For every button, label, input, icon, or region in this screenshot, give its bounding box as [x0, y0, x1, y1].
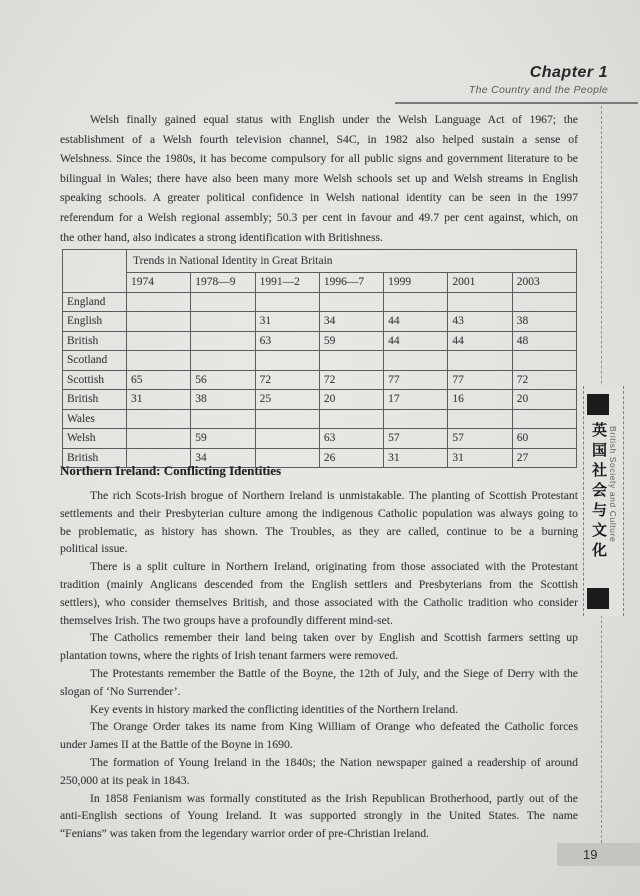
- table-cell: [127, 331, 191, 351]
- text-line: The Orange Order takes its name from King William of Orange who defeated the Catholic forces: [90, 720, 578, 734]
- year-header: 1996—7: [319, 273, 383, 293]
- tab-square-top-icon: [587, 394, 609, 415]
- year-header: 2003: [512, 273, 576, 293]
- text-line: slogan of ‘No Surrender’.: [60, 684, 181, 698]
- text-line: Key events in history marked the conflicting identities of the Northern Ireland.: [90, 702, 459, 716]
- table-cell: 25: [255, 390, 319, 410]
- table-cell: [127, 429, 191, 449]
- table-cell: 20: [512, 390, 576, 410]
- table-cell: 31: [127, 390, 191, 410]
- text-line: In 1858 Fenianism was formally constituted as the Irish Republican Brotherhood, partly out of the: [90, 791, 578, 805]
- row-label: British: [63, 390, 127, 410]
- table-cell: 38: [191, 390, 255, 410]
- table-cell: [384, 292, 448, 312]
- text-line: establishment of a Welsh fourth television channel, S4C, in 1982 also helped sustain a sense of: [60, 132, 578, 146]
- table-cell: 38: [512, 312, 576, 332]
- text-line: settlers), who consider themselves British, and those associated with the Catholic tradition who consider: [60, 595, 578, 609]
- row-label: England: [63, 292, 127, 312]
- text-line: settlements and their Presbyterian culture among the indigenous Catholic population was always going to: [60, 506, 578, 520]
- text-line: Welsh finally gained equal status with English under the Welsh Language Act of 1967; the: [90, 113, 578, 126]
- table-body: [63, 292, 577, 468]
- text-line: The Catholics remember their land being taken over by English and Scottish farmers setting up: [90, 631, 578, 645]
- table-cell: 72: [319, 370, 383, 390]
- table-head: [63, 250, 577, 293]
- table-cell: 20: [319, 390, 383, 410]
- table-cell: [448, 409, 512, 429]
- table-cell: [191, 409, 255, 429]
- text-line: be problematic, as history has shown. The Troubles, as they are called, continue to be a burning: [60, 524, 578, 538]
- table-cell: 57: [384, 429, 448, 449]
- year-header: 2001: [448, 273, 512, 293]
- section-paragraph: [60, 629, 578, 665]
- table-row: [63, 370, 577, 390]
- section-paragraph: [60, 718, 578, 754]
- section-paragraph: [60, 487, 578, 558]
- page-number-bar: [557, 843, 640, 866]
- table-cell: [384, 409, 448, 429]
- table-cell: 48: [512, 331, 576, 351]
- table-caption-row: [63, 250, 577, 273]
- table-row: [63, 429, 577, 449]
- table-cell: 17: [384, 390, 448, 410]
- text-line: bilingual in Wales; there have also been many more Welsh schools set up and Welsh streams in English: [60, 171, 578, 185]
- text-line: referendum for a Welsh regional assembly; 50.3 per cent in favour and 49.7 per cent against, which, on: [60, 210, 578, 224]
- table-cell: 77: [384, 370, 448, 390]
- table-cell: [255, 292, 319, 312]
- tab-square-bottom-icon: [587, 588, 609, 609]
- text-line: plantation towns, where the rights of Irish tenant farmers were removed.: [60, 649, 399, 663]
- table-cell: 44: [384, 331, 448, 351]
- table-cell: 26: [319, 448, 383, 468]
- text-line: 250,000 at its peak in 1843.: [60, 773, 190, 787]
- text-line: under James II at the Battle of the Boyne in 1690.: [60, 738, 293, 752]
- table-cell: [191, 292, 255, 312]
- table-cell: 43: [448, 312, 512, 332]
- table-cell: [384, 351, 448, 371]
- row-label: Scotland: [63, 351, 127, 371]
- text-line: the other hand, also indicates a strong identification with Britishness.: [60, 230, 383, 244]
- year-header: 1999: [384, 273, 448, 293]
- table-cell: [127, 351, 191, 371]
- table-cell: 31: [255, 312, 319, 332]
- table-cell: 44: [384, 312, 448, 332]
- table-row: [63, 331, 577, 351]
- table-cell: 31: [448, 448, 512, 468]
- table-caption: Trends in National Identity in Great Britain: [127, 250, 577, 273]
- row-label: English: [63, 312, 127, 332]
- table-cell: [191, 312, 255, 332]
- table-cell: [512, 409, 576, 429]
- section-paragraph: [60, 754, 578, 790]
- chapter-subtitle: The Country and the People: [468, 84, 608, 96]
- table-cell: 65: [127, 370, 191, 390]
- text-line: Welshness. Since the 1980s, it has become compulsory for all public signs and government literature to be: [60, 152, 578, 166]
- table-cell: 60: [512, 429, 576, 449]
- year-header: 1974: [127, 273, 191, 293]
- year-header: 1978—9: [191, 273, 255, 293]
- table-row: [63, 351, 577, 371]
- table-cell: [319, 409, 383, 429]
- chapter-header: [469, 64, 608, 96]
- table-cell: 34: [319, 312, 383, 332]
- identity-table: [62, 249, 577, 468]
- table-cell: 44: [448, 331, 512, 351]
- section-heading: Northern Ireland: Conflicting Identities: [60, 463, 282, 478]
- table-cell: [512, 292, 576, 312]
- table-cell: 72: [255, 370, 319, 390]
- intro-paragraph: [60, 110, 578, 247]
- table-cell: [191, 351, 255, 371]
- section-paragraph: [60, 790, 578, 843]
- table-cell: [255, 429, 319, 449]
- section-paragraph: [60, 665, 578, 701]
- table-cell: 16: [448, 390, 512, 410]
- text-line: The rich Scots-Irish brogue of Northern Ireland is unmistakable. The planting of Scottish Protestant: [90, 489, 578, 502]
- row-label: Wales: [63, 409, 127, 429]
- table-row: [63, 292, 577, 312]
- section-paragraph: [60, 558, 578, 629]
- header-rule: [395, 102, 638, 104]
- table-cell: 56: [191, 370, 255, 390]
- text-line: tradition (mainly Anglicans descended from the English settlers and Presbyterians from the Scottish: [60, 577, 578, 591]
- table-cell: [319, 351, 383, 371]
- text-line: anti-English sections of Young Ireland. It was supported strongly in the United States. The name: [60, 809, 578, 823]
- text-line: The formation of Young Ireland in the 1840s; the Nation newspaper gained a readership of around: [90, 755, 578, 769]
- sidebar-chinese-title: 英国社会与文化: [590, 422, 608, 562]
- text-line: “Fenians” was taken from the legendary warrior order of pre-Christian Ireland.: [60, 827, 429, 841]
- page-number: 19: [583, 847, 598, 862]
- row-label: British: [63, 448, 127, 468]
- table-cell: 59: [191, 429, 255, 449]
- section-paragraph: [60, 701, 578, 719]
- table-row: [63, 390, 577, 410]
- table-row: [63, 312, 577, 332]
- table-cell: 72: [512, 370, 576, 390]
- table-cell: [319, 292, 383, 312]
- table-cell: [448, 351, 512, 371]
- table-cell: 77: [448, 370, 512, 390]
- table-cell: 57: [448, 429, 512, 449]
- table-cell: 27: [512, 448, 576, 468]
- text-line: political issue.: [60, 542, 128, 556]
- table-cell: 63: [319, 429, 383, 449]
- table-cell: [448, 292, 512, 312]
- table-corner-cell: [63, 250, 127, 293]
- table-cell: [127, 292, 191, 312]
- table-cell: 63: [255, 331, 319, 351]
- table-cell: [191, 331, 255, 351]
- table-cell: [255, 409, 319, 429]
- table-cell: [127, 312, 191, 332]
- text-line: themselves Irish. The two groups have a profoundly different mind-set.: [60, 613, 393, 627]
- table-cell: 31: [384, 448, 448, 468]
- table-year-row: [63, 273, 577, 293]
- chapter-title: Chapter 1: [529, 64, 608, 81]
- table-cell: 34: [191, 448, 255, 468]
- table-row: [63, 409, 577, 429]
- table-cell: [512, 351, 576, 371]
- row-label: British: [63, 331, 127, 351]
- row-label: Welsh: [63, 429, 127, 449]
- text-line: There is a split culture in Northern Ireland, originating from those associated with the Protestant: [90, 560, 578, 574]
- sidebar-english-title: British Society and Culture: [608, 426, 618, 543]
- text-line: speaking schools. A greater political confidence in Welsh national identity can be seen in the 1997: [60, 191, 578, 205]
- northern-ireland-section: [60, 462, 578, 843]
- table-cell: [127, 409, 191, 429]
- table-cell: 59: [319, 331, 383, 351]
- table-cell: [255, 351, 319, 371]
- chapter-side-tab: [583, 386, 624, 616]
- year-header: 1991—2: [255, 273, 319, 293]
- text-line: The Protestants remember the Battle of the Boyne, the 12th of July, and the Siege of Derry with the: [90, 666, 578, 680]
- row-label: Scottish: [63, 370, 127, 390]
